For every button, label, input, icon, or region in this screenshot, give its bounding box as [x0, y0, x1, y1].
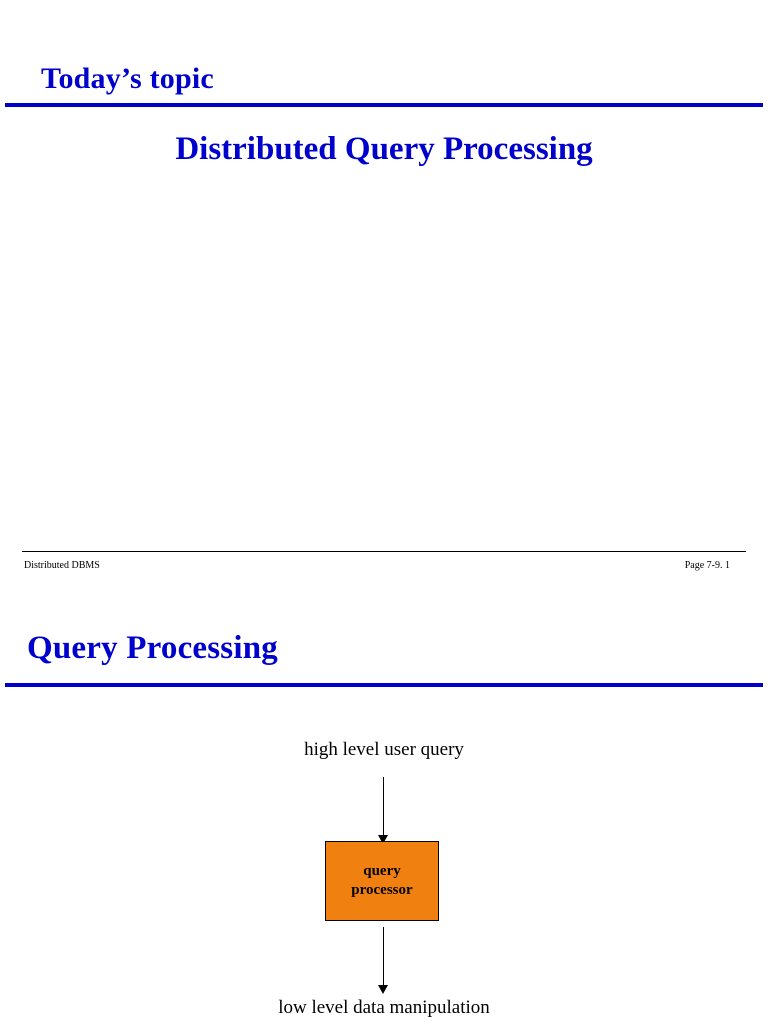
query-processing-diagram	[0, 695, 768, 1025]
query-processor-line2: processor	[351, 882, 413, 898]
title-divider	[5, 103, 763, 107]
arrow-line-down-icon	[383, 777, 384, 841]
query-processor-box-label	[351, 862, 412, 900]
footer-source-label: Distributed DBMS	[24, 560, 100, 571]
query-processor-line1: query	[363, 863, 401, 880]
arrow-head-down-icon	[378, 985, 388, 994]
page-title: Today’s topic	[41, 62, 214, 95]
diagram-output-label: low level data manipulation	[278, 997, 490, 1018]
page-title: Query Processing	[27, 630, 278, 666]
slide-query-processing	[0, 600, 768, 1024]
slide-headline: Distributed Query Processing	[175, 131, 593, 167]
diagram-input-label: high level user query	[304, 739, 464, 760]
footer-page-number: Page 7-9. 1	[684, 560, 730, 571]
arrow-line-down-icon	[383, 927, 384, 991]
title-divider	[5, 683, 763, 687]
footer-divider	[22, 551, 746, 552]
query-processor-box	[325, 841, 439, 921]
